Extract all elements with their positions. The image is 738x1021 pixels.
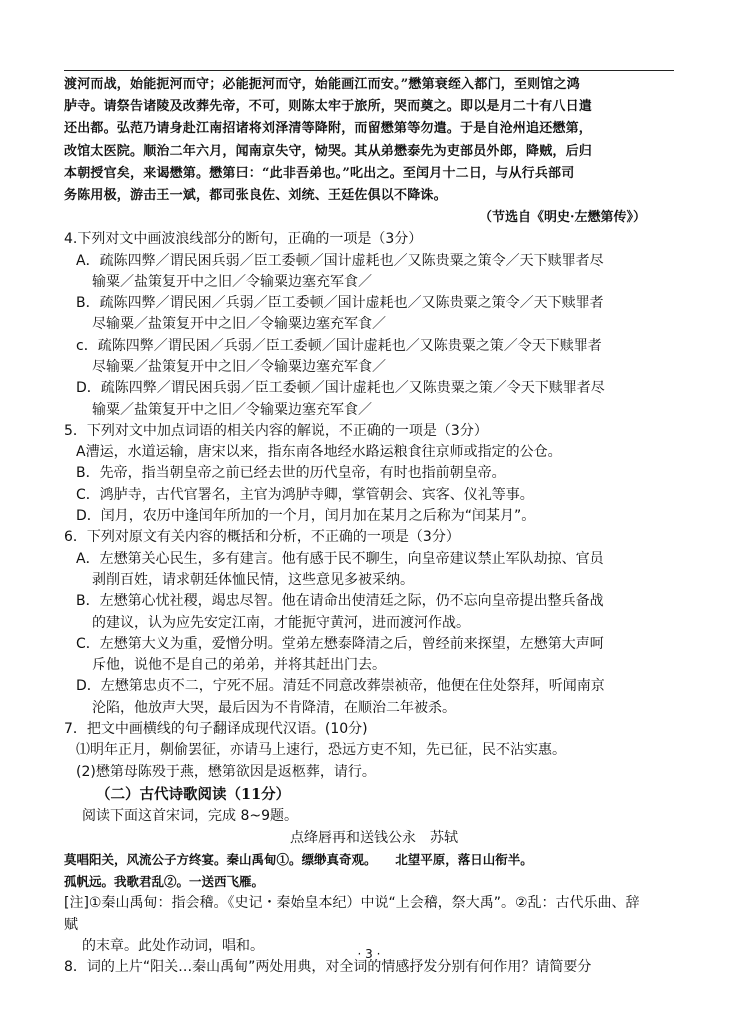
- passage-line: 胪寺。请祭告诸陵及改葬先帝，不可，则陈太牢于旅所，哭而奠之。即以是月二十有八日遣: [64, 99, 593, 115]
- q4-option-b-cont: 尽输粟／盐策复开中之旧／令输粟边塞充军食／: [92, 316, 386, 333]
- q7-item-1: ⑴明年正月，劓偷罢征，亦请马上速行，恐远方吏不知，先已征，民不沾实惠。: [76, 742, 566, 759]
- passage-line: 本朝授官矣，来谒懋第。懋第曰：“此非吾弟也。”叱出之。至闰月十二日，与从行兵部司: [64, 165, 575, 181]
- question-5-stem: 5．下列对文中加点词语的相关内容的解说，不正确的一项是（3分）: [64, 422, 488, 439]
- section-instruction: 阅读下面这首宋词，完成 8~9题。: [82, 807, 298, 824]
- passage-line: 务陈用极，游击王一斌，都司张良佐、刘统、王廷佐俱以不降诛。: [64, 188, 447, 204]
- q4-option-d-cont: 输粟／盐策复开中之旧／令输粟边塞充军食／: [92, 401, 372, 418]
- poem-title-line: [64, 827, 684, 849]
- poem-line: 孤帆远。我歌君乱②。一送西飞雁。: [64, 874, 265, 890]
- q6-option-b: B．左懋第心忧社稷，竭忠尽智。他在请命出使清廷之际，仍不忘向皇帝提出整兵备战: [76, 593, 604, 610]
- question-7-stem: 7．把文中画横线的句子翻译成现代汉语。(10分): [64, 721, 368, 738]
- q6-option-a: A．左懋第关心民生，多有建言。他有感于民不聊生，向皇帝建议禁止军队劫掠、官员: [76, 550, 604, 567]
- q6-option-d: D．左懋第忠贞不二，宁死不屈。清廷不同意改葬崇祯帝，他便在住处祭拜，听闻南京: [76, 678, 605, 695]
- page-content: [64, 74, 684, 978]
- q5-option-d: D．闰月，农历中逢闰年所加的一个月，闰月加在某月之后称为“闰某月”。: [76, 508, 536, 525]
- poem-title: 点绛唇再和送钱公永: [290, 830, 416, 847]
- q6-option-b-cont: 的建议，认为应先安定江南，才能扼守黄河，进而渡河作战。: [92, 614, 470, 631]
- section-heading: （二）古代诗歌阅读（11分）: [96, 785, 291, 803]
- poem-body: [64, 849, 684, 893]
- page-number: · 3 ·: [357, 947, 381, 961]
- question-8-stem: 8．词的上片“阳关…秦山禹甸”两处用典，对全词的情感抒发分别有何作用？请简要分: [64, 959, 592, 976]
- passage-line: 改馆太医院。顺治二年六月，闻南京失守，恸哭。其从弟懋泰先为吏部员外郎，降贼，后归: [64, 143, 593, 159]
- q4-option-c: c．疏陈四弊／谓民困／兵弱／臣工委顿／国计虚耗也／又陈贵粟之策／令天下赎罪者: [76, 337, 602, 354]
- passage-line: 渡河而战，始能扼河而守；必能扼河而守，始能画江而安。”懋第衰绖入都门，至则馆之鸿: [64, 77, 580, 92]
- q4-option-c-cont: 尽输粟／盐策复开中之旧／令输粟边塞充军食／: [92, 359, 386, 375]
- poem-line: 莫唱阳关，风流公子方终宴。秦山禹甸①。缥缈真奇观。 北望平原，落日山衔半。: [64, 852, 533, 868]
- passage-line: 还出都。弘范乃请身赴江南招诸将刘泽清等降附，而留懋第等勿遣。于是自沧州追还懋第，: [64, 121, 593, 137]
- passage: [64, 74, 684, 207]
- passage-source: （节选自《明史·左懋第传》）: [478, 210, 646, 226]
- q6-option-c: C．左懋第大义为重，爱憎分明。堂弟左懋泰降清之后，曾经前来探望，左懋第大声呵: [76, 635, 604, 652]
- poem-author: 苏轼: [430, 830, 458, 847]
- q4-option-a: A．疏陈四弊／谓民困兵弱／臣工委顿／国计虚耗也／又陈贵粟之策令／天下赎罪者尽: [76, 252, 604, 269]
- question-4-stem: 4.下列对文中画波浪线部分的断句，正确的一项是（3分）: [64, 231, 423, 248]
- q6-option-a-cont: 剥削百姓，请求朝廷体恤民情，这些意见多被采纳。: [92, 571, 414, 588]
- poem-note: [注]①秦山禹甸：指会稽。《史记・秦始皇本纪）中说“上会稽，祭大禹”。②乱：古代乐曲、辞: [64, 895, 640, 912]
- q6-option-d-cont: 沦陷，他放声大哭，最后因为不肯降清，在顺治二年被杀。: [92, 699, 456, 716]
- header-rule: [64, 70, 674, 71]
- q5-option-a: A漕运，水道运输，唐宋以来，指东南各地经水路运粮食往京师或指定的公仓。: [76, 444, 562, 461]
- poem-note-cont: 的末章。此处作动词，唱和。: [82, 937, 264, 954]
- poem-note-cont: 赋: [64, 916, 78, 933]
- q5-option-c: C．鸿胪寺，古代官署名，主官为鸿胪寺卿，掌管朝会、宾客、仪礼等事。: [76, 486, 534, 503]
- q7-item-2: (2)懋第母陈殁于燕，懋第欲因是返柩葬，请行。: [76, 763, 376, 780]
- q4-option-d: D．疏陈四弊／谓民困兵弱／臣工委顿／国计虚耗也／又陈贵粟之策／令天下赎罪者尽: [76, 380, 605, 397]
- question-6-stem: 6．下列对原文有关内容的概括和分析，不正确的一项是（3分）: [64, 529, 460, 546]
- q6-option-c-cont: 斥他，说他不是自己的弟弟，并将其赶出门去。: [92, 657, 386, 674]
- q4-option-a-cont: 输粟／盐策复开中之旧／令输粟边塞充军食／: [92, 273, 372, 290]
- q5-option-b: B．先帝，指当朝皇帝之前已经去世的历代皇帝，有时也指前朝皇帝。: [76, 465, 506, 482]
- q4-option-b: B．疏陈四弊／谓民困／兵弱／臣工委顿／国计虚耗也／又陈贵粟之策令／天下赎罪者: [76, 295, 604, 312]
